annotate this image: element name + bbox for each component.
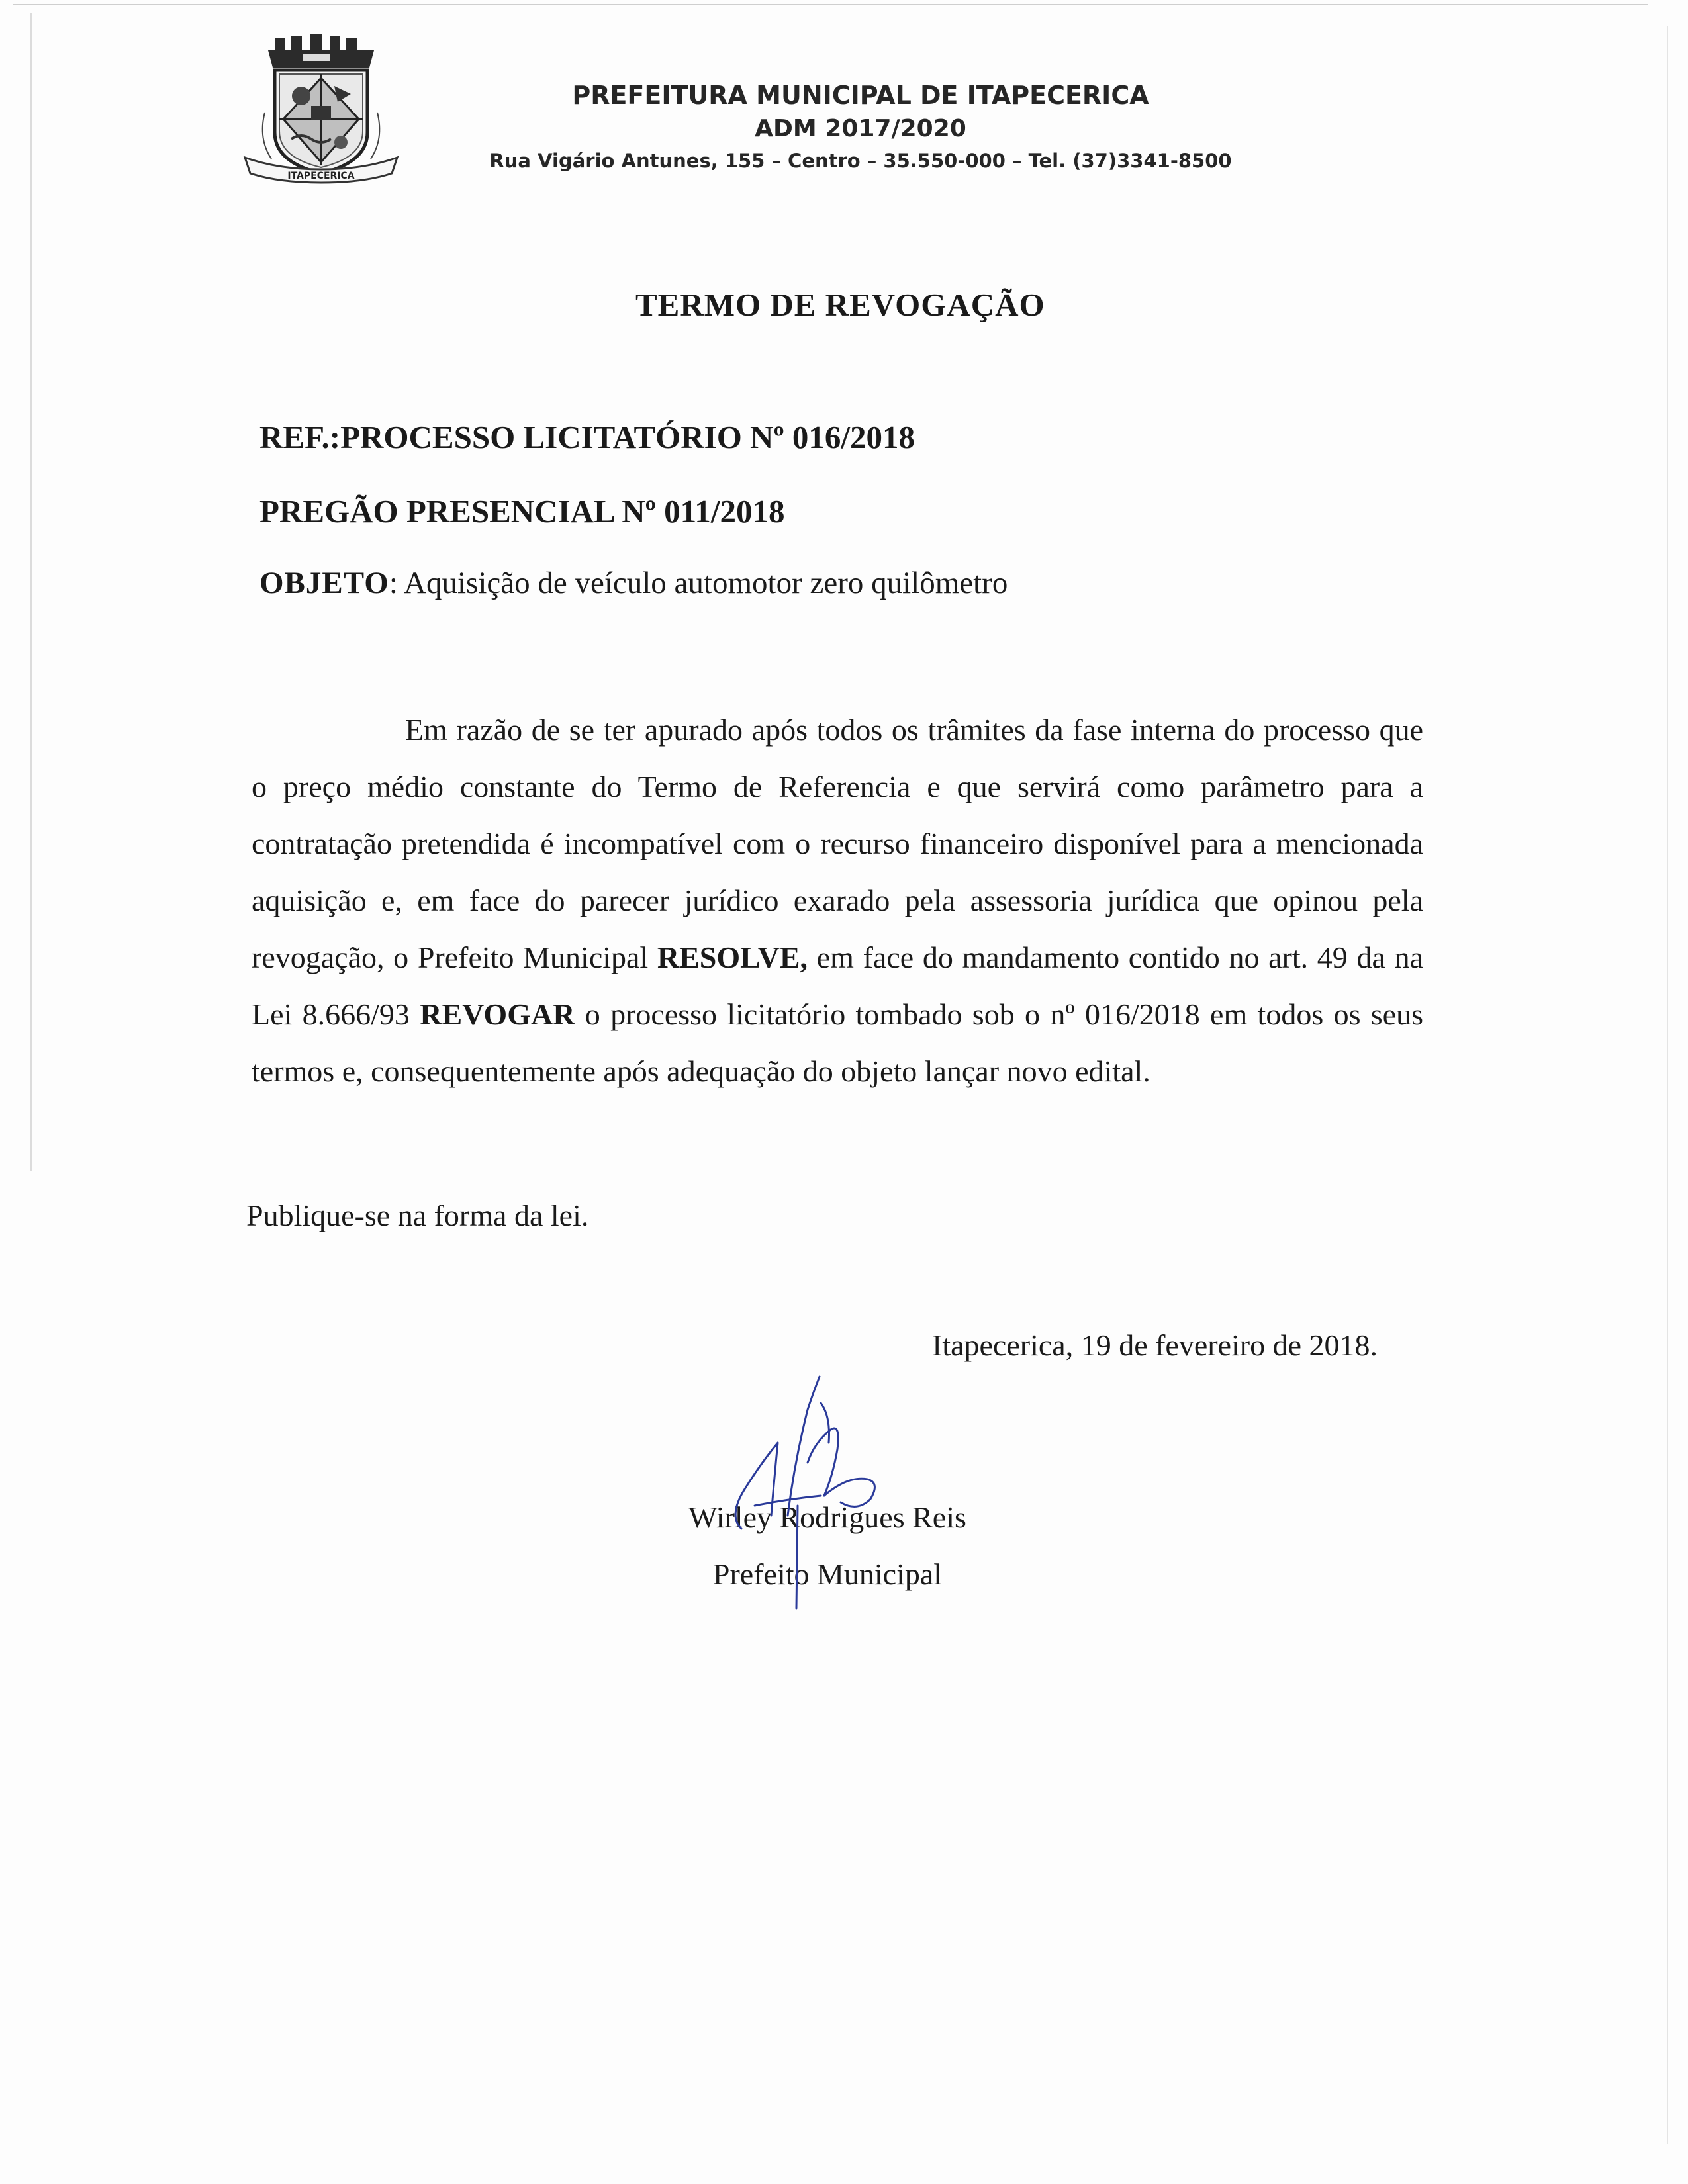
letterhead xyxy=(463,78,1258,176)
signer-name: Wirley Rodrigues Reis xyxy=(688,1500,966,1534)
scan-edge-top xyxy=(13,4,1648,5)
municipal-coat-of-arms-icon xyxy=(238,33,404,192)
objeto-label: OBJETO xyxy=(259,566,389,600)
pregao-line: PREGÃO PRESENCIAL Nº 011/2018 xyxy=(259,493,785,529)
date-place: Itapecerica, 19 de fevereiro de 2018. xyxy=(932,1328,1378,1362)
signer-role: Prefeito Municipal xyxy=(712,1557,943,1591)
letterhead-name: PREFEITURA MUNICIPAL DE ITAPECERICA xyxy=(572,81,1149,110)
handwritten-signature-icon xyxy=(715,1363,914,1615)
body-bold-revogar: REVOGAR xyxy=(420,997,575,1031)
objeto-text: : Aquisição de veículo automotor zero quilômetro xyxy=(389,566,1008,600)
document-title: TERMO DE REVOGAÇÃO xyxy=(635,287,1045,323)
body-text-1: Em razão de se ter apurado após todos os trâmites da fase interna do processo que o preço médio constante do Termo de Referencia e que servirá como parâmetro para a contratação pretendida é incompatível com o recurso financeiro disponível para a mencionada aquisição e, em face do parecer jurídico exarado pela assessoria jurídica que opinou pela revogação, o Prefeito Municipal xyxy=(252,713,1423,974)
body-bold-resolve: RESOLVE, xyxy=(657,940,808,974)
letterhead-address: Rua Vigário Antunes, 155 – Centro – 35.550-000 – Tel. (37)3341-8500 xyxy=(489,150,1232,172)
publication-note: Publique-se na forma da lei. xyxy=(246,1199,589,1232)
letterhead-administration: ADM 2017/2020 xyxy=(755,115,966,142)
scan-edge-left xyxy=(30,13,32,1171)
body-text-2: em face do mandamento contido no art. 49 da na Lei 8.666/93 xyxy=(252,940,1424,1031)
body-text-3: o processo licitatório tombado sob o nº 016/2018 em todos os seus termos e, consequentemente após adequação do objeto lançar novo edital. xyxy=(252,997,1424,1088)
svg-text:ITAPECERICA: ITAPECERICA xyxy=(287,171,355,181)
objeto-line xyxy=(259,565,1008,601)
reference-line: REF.:PROCESSO LICITATÓRIO Nº 016/2018 xyxy=(259,419,915,455)
body-paragraph xyxy=(252,702,1423,1100)
scan-edge-right xyxy=(1667,26,1668,2144)
